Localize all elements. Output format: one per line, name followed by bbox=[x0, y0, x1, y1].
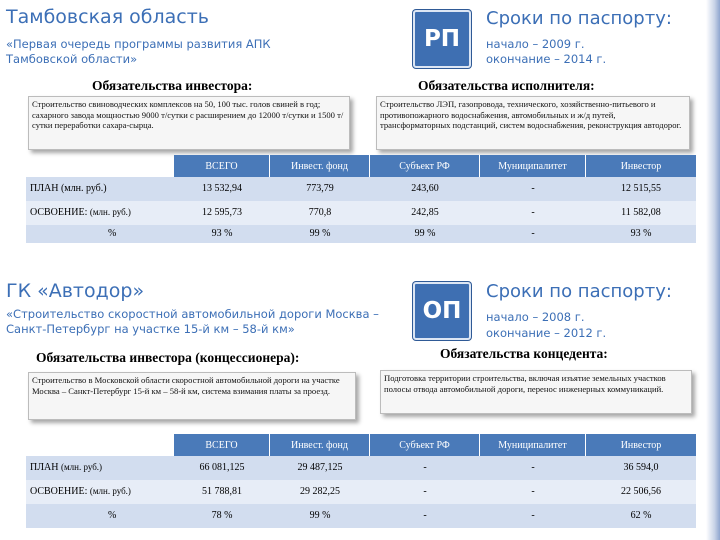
table1-cell: 99 % bbox=[309, 228, 331, 239]
table2-cell: - bbox=[531, 462, 535, 473]
investor-obligations-heading: Обязательства инвестора (концессионера): bbox=[36, 350, 300, 365]
table1-cell: 13 532,94 bbox=[202, 183, 242, 194]
table1-cell: 773,79 bbox=[306, 183, 334, 194]
col-municipality: Муниципалитет bbox=[480, 155, 586, 177]
table1-cell: 242,85 bbox=[411, 207, 439, 218]
table2-cell: - bbox=[423, 510, 427, 521]
project-type-badge: ОП bbox=[413, 282, 471, 340]
table2-row-label: ОСВОЕНИЕ: (млн. руб.) bbox=[30, 486, 131, 497]
table2-cell: 51 788,81 bbox=[202, 486, 242, 497]
concedent-obligations-text: Подготовка территории строительства, включая изъятие земельных участков полосы отвода автомобильной дороги, перенос инженерных коммуникаций. bbox=[380, 370, 692, 414]
table1-cell: 12 515,55 bbox=[621, 183, 661, 194]
project-subtitle-line2: Санкт-Петербург на участке 15-й км – 58-й км» bbox=[6, 322, 295, 336]
passport-end: окончание – 2012 г. bbox=[486, 326, 607, 340]
investor-obligations-text: Строительство в Московской области скоростной автомобильной дороги на участке Москва – Санкт-Петербург 15-й км – 58-й км, система взимания платы за проезд. bbox=[28, 372, 356, 420]
program-subtitle-line2: Тамбовской области» bbox=[6, 52, 138, 66]
passport-title: Сроки по паспорту: bbox=[486, 8, 672, 29]
table1-header bbox=[174, 155, 696, 177]
right-decoration bbox=[706, 0, 720, 540]
col-subject-rf: Субъект РФ bbox=[370, 434, 480, 456]
investor-obligations-text: Строительство свиноводческих комплексов на 50, 100 тыс. голов свиней в год; сахарного завода мощностью 9000 т/сутки с расширением до 12000 т/сутки и 1500 т/сутки переработки сахара-сырца. bbox=[28, 96, 350, 150]
table2-cell: 78 % bbox=[211, 510, 233, 521]
table1-cell: 11 582,08 bbox=[621, 207, 661, 218]
col-invest-fund: Инвест. фонд bbox=[270, 155, 370, 177]
col-municipality: Муниципалитет bbox=[480, 434, 586, 456]
passport-title: Сроки по паспорту: bbox=[486, 281, 672, 302]
investor-obligations-heading: Обязательства инвестора: bbox=[92, 78, 253, 93]
concedent-obligations-heading: Обязательства концедента: bbox=[440, 346, 608, 361]
table1-row-label: % bbox=[108, 228, 117, 239]
passport-end: окончание – 2014 г. bbox=[486, 52, 607, 66]
col-investor: Инвестор bbox=[586, 155, 696, 177]
table2-cell: 36 594,0 bbox=[623, 462, 659, 473]
table1-cell: 93 % bbox=[630, 228, 652, 239]
table2-cell: - bbox=[531, 510, 535, 521]
col-total: ВСЕГО bbox=[174, 434, 270, 456]
project-subtitle-line1: «Строительство скоростной автомобильной дороги Москва – bbox=[6, 307, 379, 321]
program-subtitle bbox=[6, 37, 271, 67]
table2-row-label: ПЛАН (млн. руб.) bbox=[30, 462, 103, 473]
executor-obligations-text: Строительство ЛЭП, газопровода, технического, хозяйственно-питьевого и противопожарного водоснабжения, автомобильных и ж/д путей, трансформаторных подстанций, систем водоснабжения, реконструкция автодорог. bbox=[376, 96, 690, 150]
table2-row-label: % bbox=[108, 510, 117, 521]
table2-cell: 22 506,56 bbox=[621, 486, 661, 497]
table1-cell: 93 % bbox=[211, 228, 233, 239]
col-subject-rf: Субъект РФ bbox=[370, 155, 480, 177]
company-title: ГК «Автодор» bbox=[6, 280, 145, 302]
col-investor: Инвестор bbox=[586, 434, 696, 456]
table2-cell: - bbox=[531, 486, 535, 497]
table2-cell: 66 081,125 bbox=[199, 462, 245, 473]
table2-cell: 62 % bbox=[630, 510, 652, 521]
program-subtitle-line1: «Первая очередь программы развития АПК bbox=[6, 37, 271, 51]
table1-cell: 99 % bbox=[414, 228, 436, 239]
table2-cell: 29 282,25 bbox=[300, 486, 340, 497]
table1-cell: - bbox=[531, 228, 535, 239]
table1-row-label: ОСВОЕНИЕ: (млн. руб.) bbox=[30, 207, 131, 218]
col-total: ВСЕГО bbox=[174, 155, 270, 177]
table2-cell: - bbox=[423, 486, 427, 497]
table1-cell: - bbox=[531, 183, 535, 194]
table1-cell: - bbox=[531, 207, 535, 218]
project-subtitle bbox=[6, 307, 379, 337]
table2-header bbox=[174, 434, 696, 456]
table1-cell: 243,60 bbox=[411, 183, 439, 194]
region-title: Тамбовская область bbox=[6, 6, 209, 28]
project-type-badge: РП bbox=[413, 10, 471, 68]
passport-start: начало – 2009 г. bbox=[486, 37, 585, 51]
table2-cell: 29 487,125 bbox=[297, 462, 343, 473]
table1-row-label: ПЛАН (млн. руб.) bbox=[30, 183, 107, 194]
table1-cell: 12 595,73 bbox=[202, 207, 242, 218]
table2-cell: 99 % bbox=[309, 510, 331, 521]
executor-obligations-heading: Обязательства исполнителя: bbox=[418, 78, 595, 93]
table2-cell: - bbox=[423, 462, 427, 473]
table1-cell: 770,8 bbox=[308, 207, 332, 218]
col-invest-fund: Инвест. фонд bbox=[270, 434, 370, 456]
passport-start: начало – 2008 г. bbox=[486, 310, 585, 324]
